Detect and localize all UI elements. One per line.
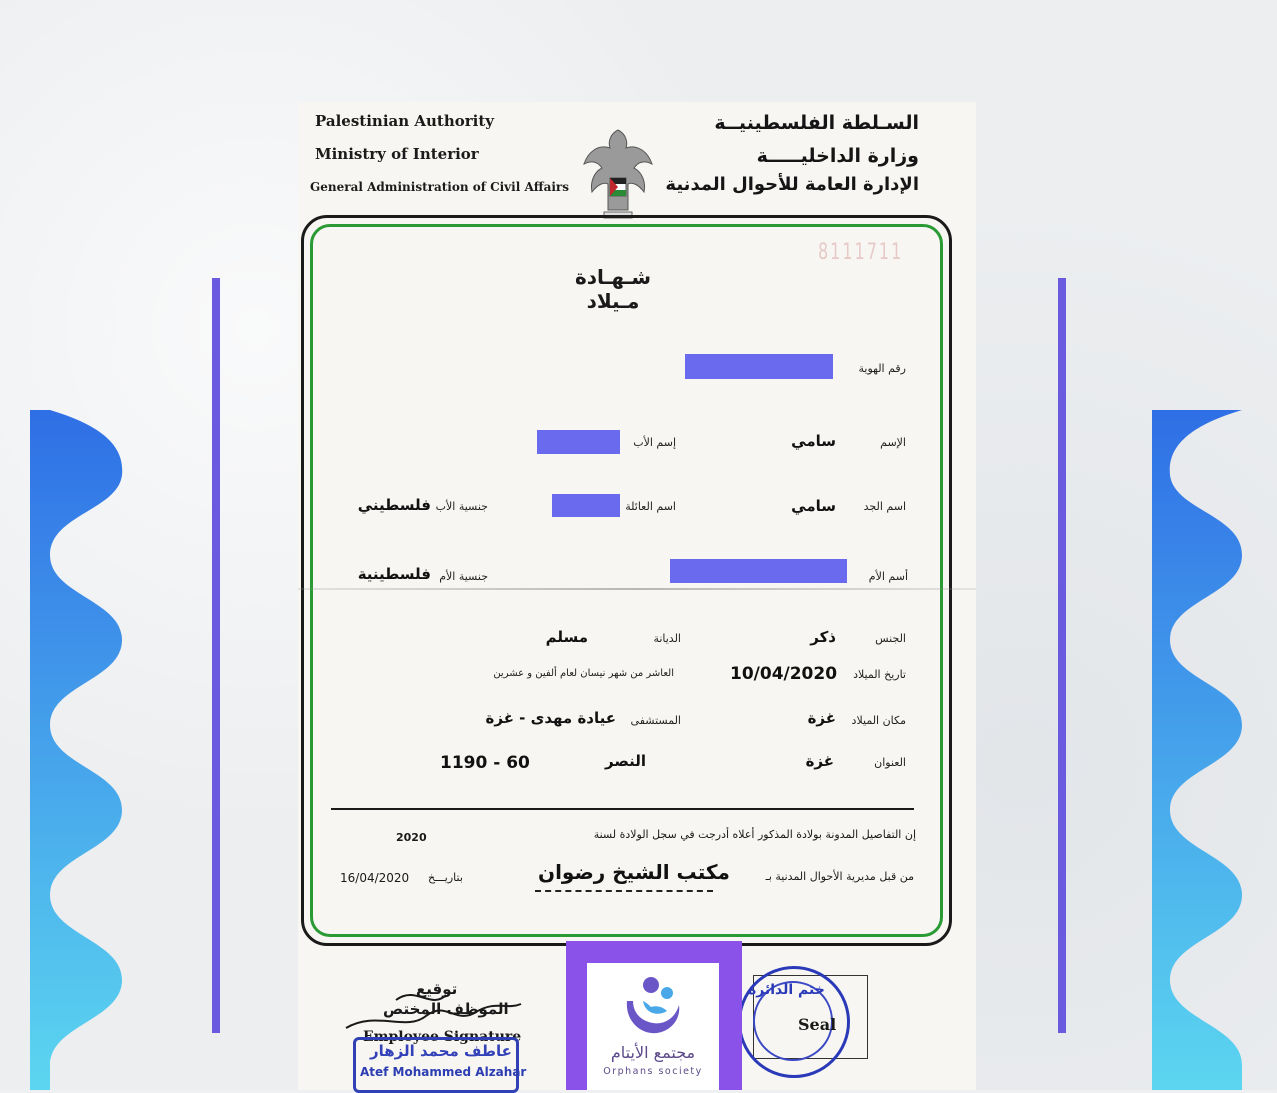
name-value: سامي bbox=[791, 432, 836, 450]
section-divider bbox=[331, 808, 914, 810]
dob-value: 10/04/2020 bbox=[730, 664, 838, 684]
hospital-value: عيادة مهدى - غزة bbox=[485, 709, 616, 727]
orphans-society-logo-card bbox=[566, 941, 742, 1090]
address-area: النصر bbox=[604, 752, 646, 770]
religion-value: مسلم bbox=[545, 628, 588, 646]
header-ar-ministry: وزارة الداخليـــــة bbox=[756, 145, 919, 167]
directorate-text: من قبل مديرية الأحوال المدنية بـ bbox=[765, 870, 914, 883]
serial-number: 8111711 bbox=[818, 238, 904, 265]
signature-role-ar: الموظف المختص bbox=[383, 1000, 509, 1018]
mother-name-label: أسم الأم bbox=[868, 570, 908, 583]
id-number-label: رقم الهوية bbox=[858, 362, 906, 375]
father-nationality-value: فلسطيني bbox=[357, 496, 431, 514]
header-en-ministry: Ministry of Interior bbox=[315, 145, 479, 163]
address-number: 1190 - 60 bbox=[440, 753, 530, 773]
seal-label: Seal bbox=[798, 1015, 837, 1034]
name-label: الإسم bbox=[880, 436, 906, 449]
mother-nationality-value: فلسطينية bbox=[357, 565, 431, 583]
right-wave-decoration bbox=[1152, 405, 1262, 1090]
father-name-label: إسم الأب bbox=[633, 436, 676, 449]
family-name-redaction bbox=[552, 494, 620, 517]
dob-in-words: العاشر من شهر نيسان لعام ألفين و عشرين bbox=[493, 668, 674, 679]
seal-stamp-ar: ختم الدائرة bbox=[748, 982, 825, 998]
pob-label: مكان الميلاد bbox=[851, 714, 906, 727]
header-ar-administration: الإدارة العامة للأحوال المدنية bbox=[665, 174, 919, 195]
right-accent-bar bbox=[1058, 278, 1066, 1033]
grandfather-value: سامي bbox=[791, 497, 836, 515]
left-accent-bar bbox=[212, 278, 220, 1033]
header-en-administration: General Administration of Civil Affairs bbox=[310, 180, 570, 194]
family-name-label: اسم العائلة bbox=[625, 500, 676, 513]
logo-name-en: Orphans society bbox=[603, 1066, 703, 1077]
hospital-label: المستشفى bbox=[630, 714, 681, 727]
father-nationality-label: جنسية الأب bbox=[435, 500, 488, 513]
paper-fold-line bbox=[298, 588, 976, 590]
employee-stamp-name: Atef Mohammed Alzahar bbox=[360, 1065, 527, 1079]
father-name-redaction bbox=[537, 430, 620, 454]
employee-stamp-ar: عاطف محمد الزهار bbox=[370, 1042, 512, 1060]
office-underline bbox=[535, 890, 713, 892]
header-en-authority: Palestinian Authority bbox=[315, 112, 494, 130]
registry-year: 2020 bbox=[396, 831, 427, 844]
mother-nationality-label: جنسية الأم bbox=[439, 570, 488, 583]
logo-name-ar: مجتمع الأيتام bbox=[610, 1043, 696, 1062]
religion-label: الديانة bbox=[653, 632, 681, 645]
employee-signature-label: Employee Signature bbox=[363, 1029, 522, 1045]
issue-date-label: بتاريـــخ bbox=[428, 871, 463, 884]
civil-office-name: مكتب الشيخ رضوان bbox=[538, 860, 730, 884]
pob-value: غزة bbox=[807, 709, 836, 727]
registry-statement: إن التفاصيل المدونة بولادة المذكور أعلاه أدرجت في سجل الولادة لسنة bbox=[593, 828, 916, 841]
orphans-society-logo-icon bbox=[621, 971, 685, 1037]
mother-name-redaction bbox=[670, 559, 847, 583]
issue-date-value: 16/04/2020 bbox=[340, 871, 410, 885]
grandfather-label: اسم الجد bbox=[863, 500, 906, 513]
left-wave-decoration bbox=[30, 405, 140, 1090]
dob-label: تاريخ الميلاد bbox=[853, 668, 906, 681]
sex-label: الجنس bbox=[875, 632, 906, 645]
id-number-redaction bbox=[685, 354, 833, 379]
sex-value: ذكر bbox=[810, 628, 836, 646]
address-city: غزة bbox=[805, 752, 834, 770]
address-label: العنوان bbox=[874, 756, 906, 769]
certificate-title: شـهـادة مـيلاد bbox=[574, 265, 652, 313]
header-ar-authority: السـلطة الفلسطينيــة bbox=[714, 112, 919, 134]
eagle-emblem-icon bbox=[580, 124, 656, 222]
signature-title-ar: توقيع bbox=[416, 980, 458, 998]
